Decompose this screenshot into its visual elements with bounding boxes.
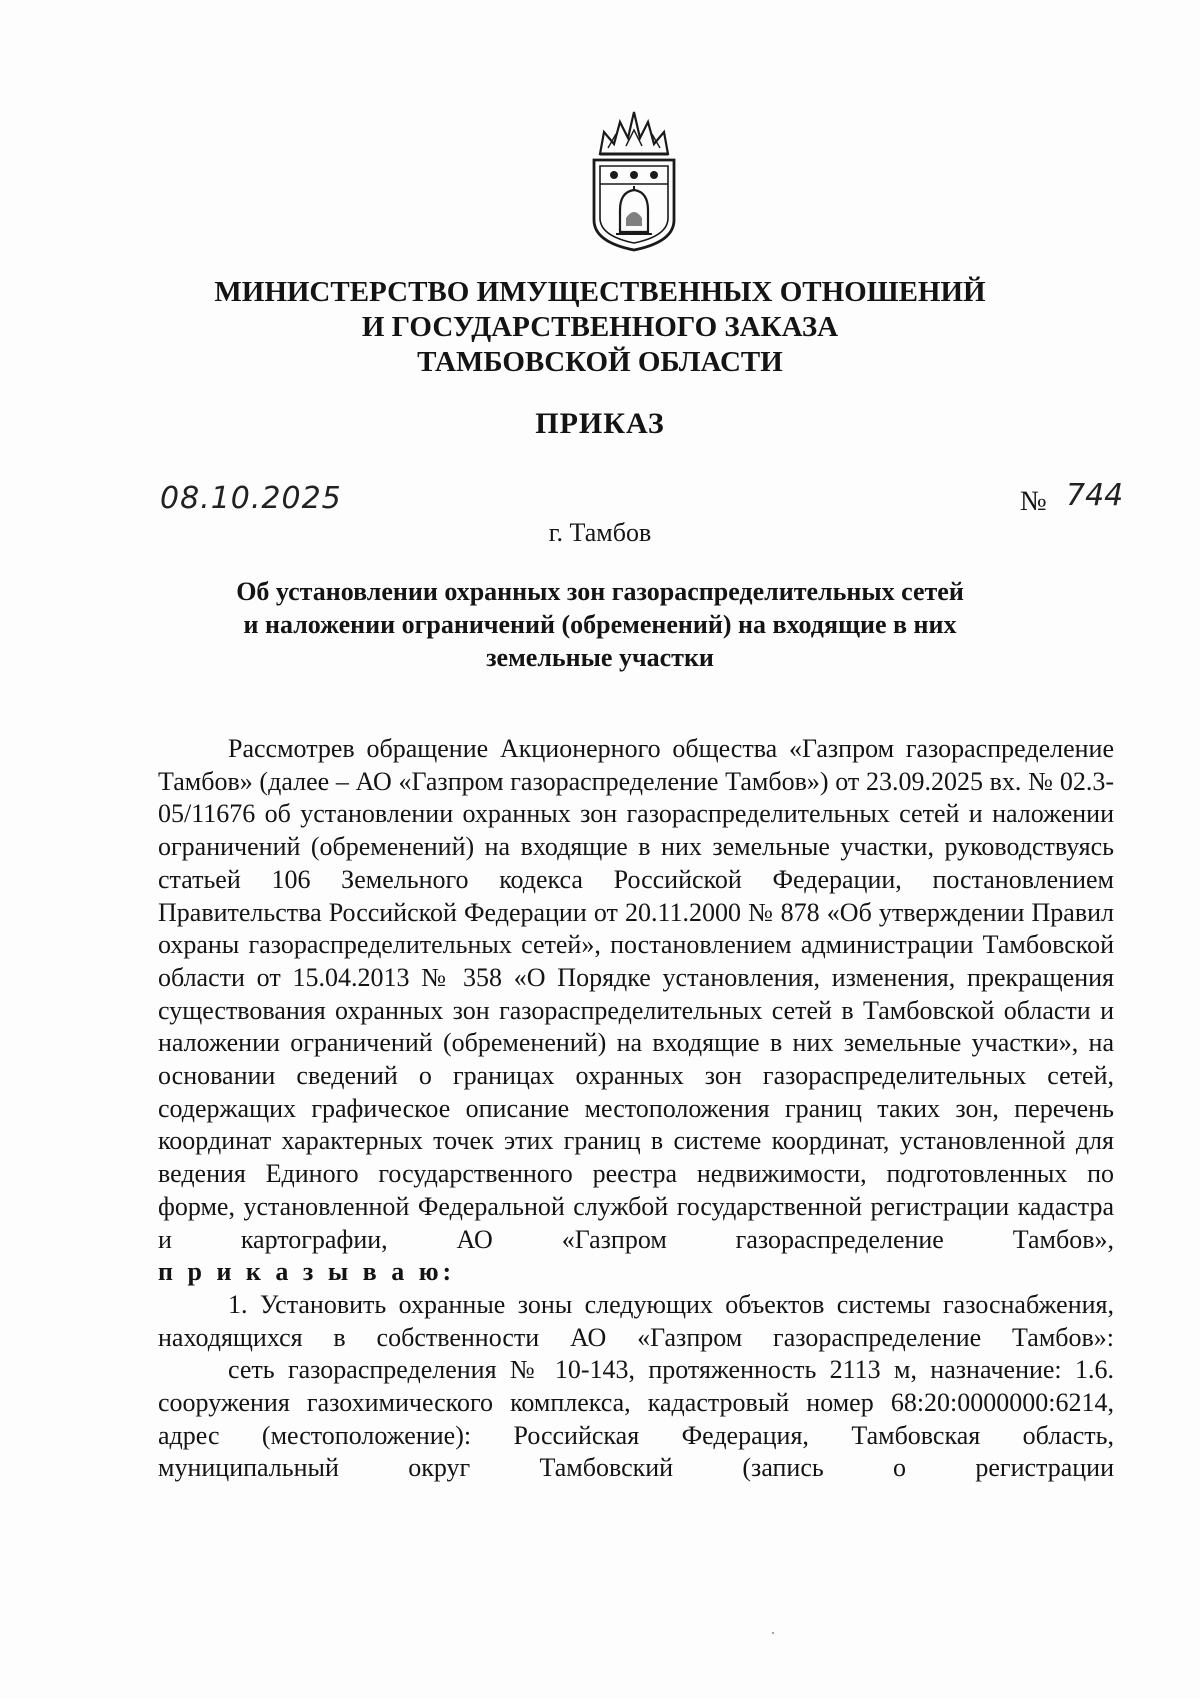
document-body xyxy=(158,733,1114,1485)
preamble-paragraph: Рассмотрев обращение Акционерного общества «Газпром газораспределение Тамбов» (далее – АО «Газпром газораспределение Тамбов») от 23.09.2025 вх. № 02.3-05/11676 об установлении охранных зон газораспределительных сетей и наложении ограничений (обременений) на входящие в них земельные участки, руководствуясь статьей 106 Земельного кодекса Российской Федерации, постановлением Правительства Российской Федерации от 20.11.2000 № 878 «Об утверждении Правил охраны газораспределительных сетей», постановлением администрации Тамбовской области от 15.04.2013 № 358 «О Порядке установления, изменения, прекращения существования охранных зон газораспределительных сетей в Тамбовской области и наложении ограничений (обременений) на входящие в них земельные участки», на основании сведений о границах охранных зон газораспределительных сетей, содержащих графическое описание местоположения границ таких зон, перечень координат характерных точек этих границ в системе координат, установленной для ведения Единого государственного реестра недвижимости, подготовленных по форме, установленной Федеральной службой государственной регистрации кадастра и картографии, АО «Газпром газораспределение Тамбов», xyxy=(158,734,1114,1254)
order-word: п р и к а з ы в а ю: xyxy=(158,1257,456,1287)
order-number-label: № xyxy=(1020,486,1047,517)
subject-line-1: Об установлении охранных зон газораспределительных сетей xyxy=(236,577,964,606)
scan-speck xyxy=(772,1632,774,1634)
subject-line-2: и наложении ограничений (обременений) на входящие в них xyxy=(243,610,957,639)
tambov-region-coat-of-arms-icon xyxy=(586,108,682,252)
document-type: ПРИКАЗ xyxy=(535,407,665,440)
ministry-line-2: И ГОСУДАРСТВЕННОГО ЗАКАЗА xyxy=(361,311,839,343)
ministry-line-1: МИНИСТЕРСТВО ИМУЩЕСТВЕННЫХ ОТНОШЕНИЙ xyxy=(214,276,986,308)
subject-line-3: земельные участки xyxy=(486,643,714,672)
ministry-name xyxy=(0,275,1200,380)
order-date: 08.10.2025 xyxy=(160,481,342,516)
ministry-line-3: ТАМБОВСКОЙ ОБЛАСТИ xyxy=(417,346,783,378)
item-1-object-paragraph: сеть газораспределения № 10-143, протяженность 2113 м, назначение: 1.6. сооружения газохимического комплекса, кадастровый номер 68:20:0000000:6214, адрес (местоположение): Российская Федерация, Тамбовская область, муниципальный округ Тамбовский (запись о регистрации xyxy=(158,1355,1114,1483)
order-number: 744 xyxy=(1066,478,1124,513)
order-subject xyxy=(0,575,1200,674)
item-1-paragraph: 1. Установить охранные зоны следующих объектов системы газоснабжения, находящихся в собственности АО «Газпром газораспределение Тамбов»: xyxy=(158,1289,1114,1352)
issue-city: г. Тамбов xyxy=(548,518,652,547)
